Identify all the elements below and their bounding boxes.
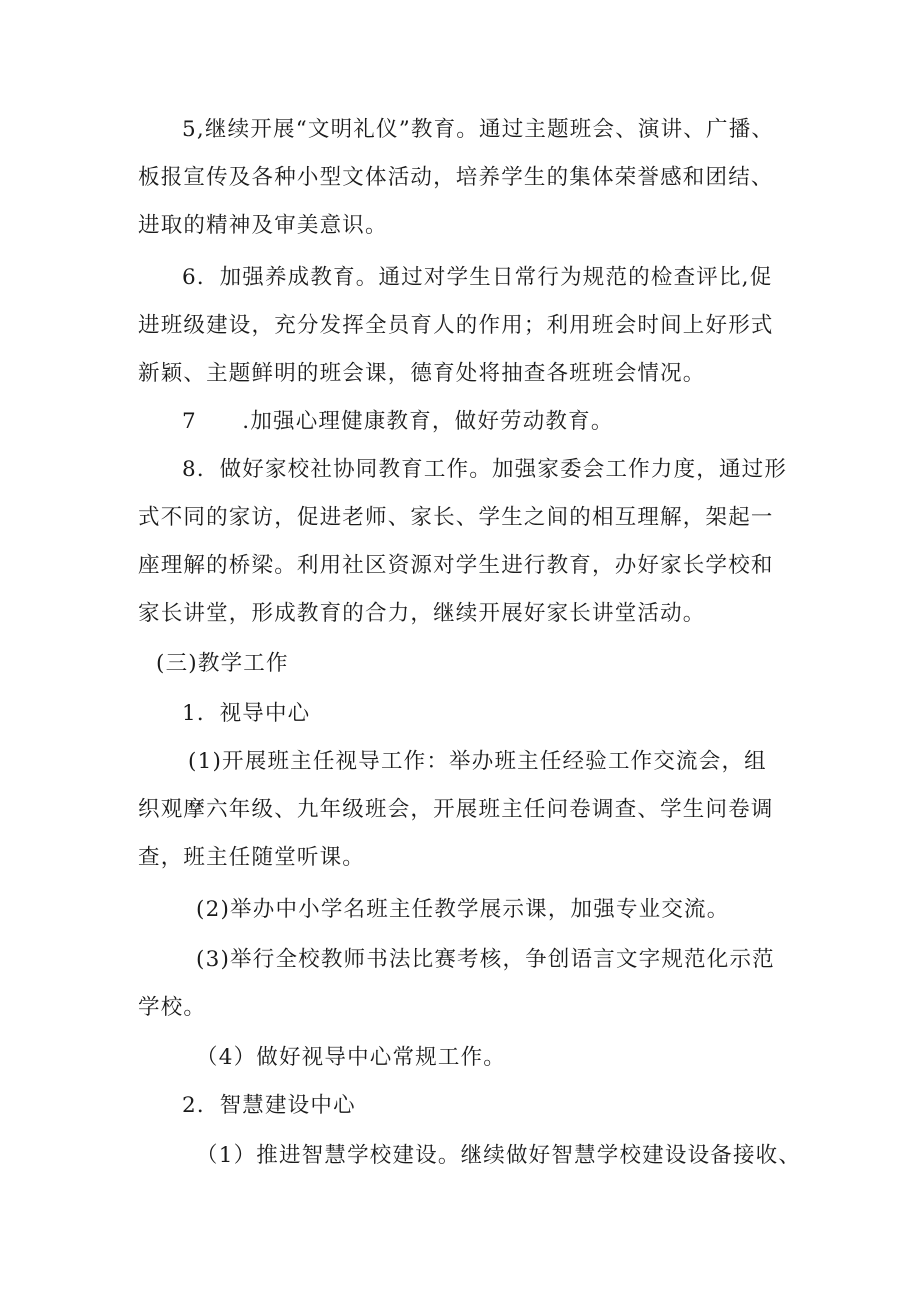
paragraph-item-5 — [138, 106, 798, 250]
paragraph-item-1-1 — [138, 738, 798, 882]
text-line: 座理解的桥梁。利用社区资源对学生进行教育，办好家长学校和 — [138, 553, 774, 578]
text-line: 6．加强养成教育。通过对学生日常行为规范的检查评比,促 — [182, 265, 773, 290]
text-line: 1．视导中心 — [182, 701, 311, 726]
paragraph-item-7 — [138, 398, 798, 446]
subheading-item-1 — [138, 690, 798, 738]
paragraph-item-1-4 — [138, 1034, 798, 1082]
text-line: 查，班主任随堂听课。 — [138, 845, 366, 870]
paragraph-item-1-3 — [138, 936, 798, 1032]
text-line: 8．做好家校社协同教育工作。加强家委会工作力度，通过形 — [182, 457, 788, 482]
text-line: （1）推进智慧学校建设。继续做好智慧学校建设设备接收、 — [196, 1143, 802, 1168]
paragraph-item-6 — [138, 254, 798, 398]
text-line: 板报宣传及各种小型文体活动，培养学生的集体荣誉感和团结、 — [138, 165, 774, 190]
text-line: 5,继续开展“文明礼仪”教育。通过主题班会、演讲、广播、 — [182, 117, 775, 142]
text-line: (1)开展班主任视导工作：举办班主任经验工作交流会，组 — [188, 749, 767, 774]
text-line: （4）做好视导中心常规工作。 — [196, 1045, 506, 1070]
paragraph-item-8 — [138, 446, 798, 638]
paragraph-item-2-1 — [138, 1132, 802, 1180]
text-line: (3)举行全校教师书法比赛考核，争创语言文字规范化示范 — [196, 947, 775, 972]
text-line: 7 .加强心理健康教育，做好劳动教育。 — [182, 409, 614, 434]
text-line: 家长讲堂，形成教育的合力，继续开展好家长讲堂活动。 — [138, 601, 706, 626]
text-line: (2)举办中小学名班主任教学展示课，加强专业交流。 — [196, 897, 730, 922]
text-line: 新颖、主题鲜明的班会课，德育处将抽查各班班会情况。 — [138, 361, 706, 386]
text-line: 式不同的家访，促进老师、家长、学生之间的相互理解，架起一 — [138, 505, 774, 530]
text-line: (三)教学工作 — [156, 651, 289, 676]
section-heading — [138, 640, 798, 688]
paragraph-item-1-2 — [138, 886, 798, 934]
text-line: 学校。 — [138, 995, 207, 1020]
text-line: 进取的精神及审美意识。 — [138, 213, 388, 238]
text-line: 2．智慧建设中心 — [182, 1093, 356, 1118]
text-line: 织观摩六年级、九年级班会，开展班主任问卷调查、学生问卷调 — [138, 797, 774, 822]
text-line: 进班级建设，充分发挥全员育人的作用；利用班会时间上好形式 — [138, 313, 774, 338]
subheading-item-2 — [138, 1082, 798, 1130]
